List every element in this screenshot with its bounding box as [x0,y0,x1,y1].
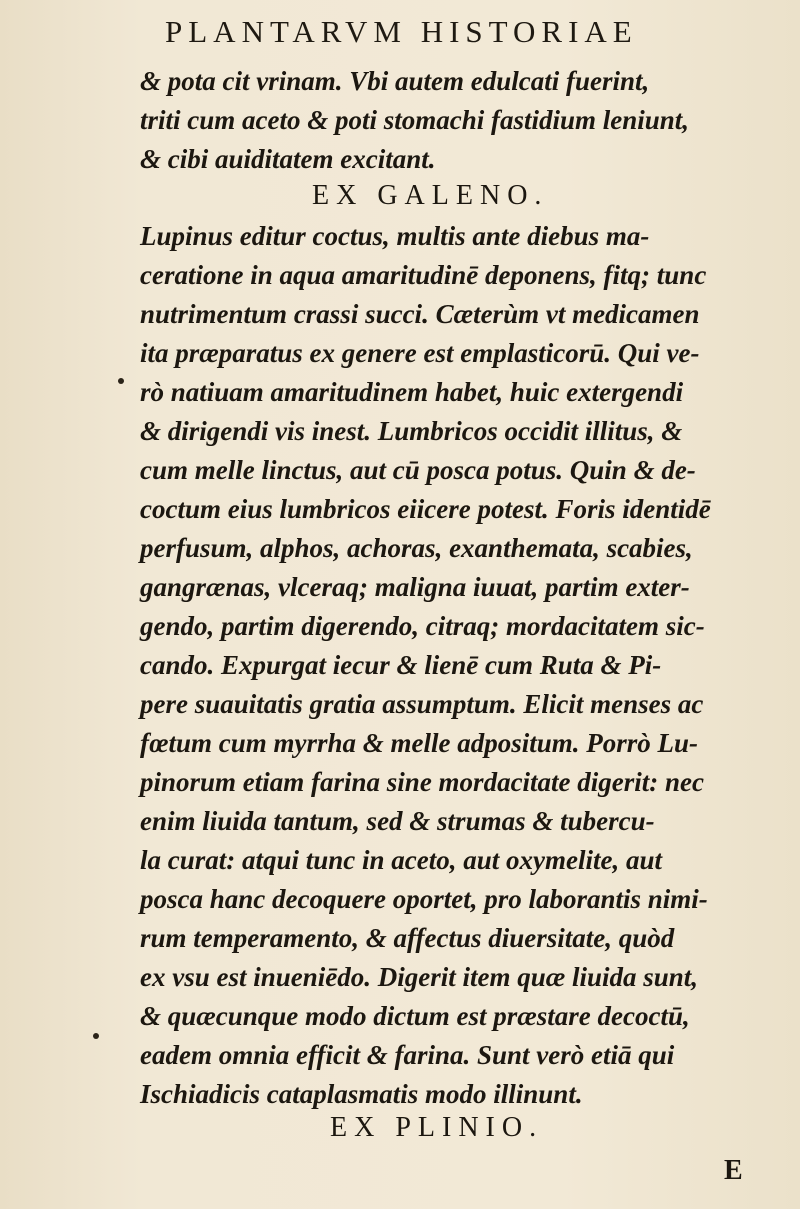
text-line: Lupinus editur coctus, multis ante diebus ma- [140,221,650,251]
text-line: Ischiadicis cataplasmatis modo illinunt. [140,1079,583,1109]
margin-dot [93,1033,99,1039]
text-line: gendo, partim digerendo, citraq; mordacitatem sic- [140,611,705,641]
text-line: rò natiuam amaritudinem habet, huic extergendi [140,377,684,407]
section-heading-plinio: EX PLINIO. [330,1112,544,1143]
text-line: la curat: atqui tunc in aceto, aut oxymelite, aut [140,845,663,875]
text-line: & dirigendi vis inest. Lumbricos occidit illitus, & [140,416,683,446]
text-line: cum melle linctus, aut cū posca potus. Quin & de- [140,455,696,485]
text-line: & quæcunque modo dictum est præstare decoctū, [140,1001,690,1031]
text-line: & cibi auiditatem excitant. [140,144,436,174]
margin-dot [118,378,124,384]
text-line: triti cum aceto & poti stomachi fastidium leniunt, [140,105,690,135]
text-line: coctum eius lumbricos eiicere potest. Foris identidē [140,494,711,524]
text-line: fœtum cum myrrha & melle adpositum. Porrò Lu- [140,728,699,758]
text-line: posca hanc decoquere oportet, pro laborantis nimi- [140,884,708,914]
text-line: pinorum etiam farina sine mordacitate digerit: nec [140,767,705,797]
text-line: ceratione in aqua amaritudinē deponens, fitq; tunc [140,260,707,290]
section-heading-galeno: EX GALENO. [312,180,549,211]
text-line: enim liuida tantum, sed & strumas & tubercu- [140,806,655,836]
text-line: ita præparatus ex genere est emplasticorū. Qui ve- [140,338,700,368]
text-line: nutrimentum crassi succi. Cæterùm vt medicamen [140,299,700,329]
text-line: ex vsu est inueniēdo. Digerit item quæ liuida sunt, [140,962,699,992]
text-line: & pota cit vrinam. Vbi autem edulcati fuerint, [140,66,650,96]
catchword: E [724,1155,743,1186]
running-head: PLANTARVM HISTORIAE [165,14,638,49]
text-line: pere suauitatis gratia assumptum. Elicit menses ac [140,689,704,719]
text-line: eadem omnia efficit & farina. Sunt verò etiā qui [140,1040,675,1070]
text-line: cando. Expurgat iecur & lienē cum Ruta & Pi- [140,650,662,680]
text-line: gangrænas, vlceraq; maligna iuuat, partim exter- [140,572,690,602]
text-line: rum temperamento, & affectus diuersitate, quòd [140,923,675,953]
text-line: perfusum, alphos, achoras, exanthemata, scabies, [140,533,693,563]
